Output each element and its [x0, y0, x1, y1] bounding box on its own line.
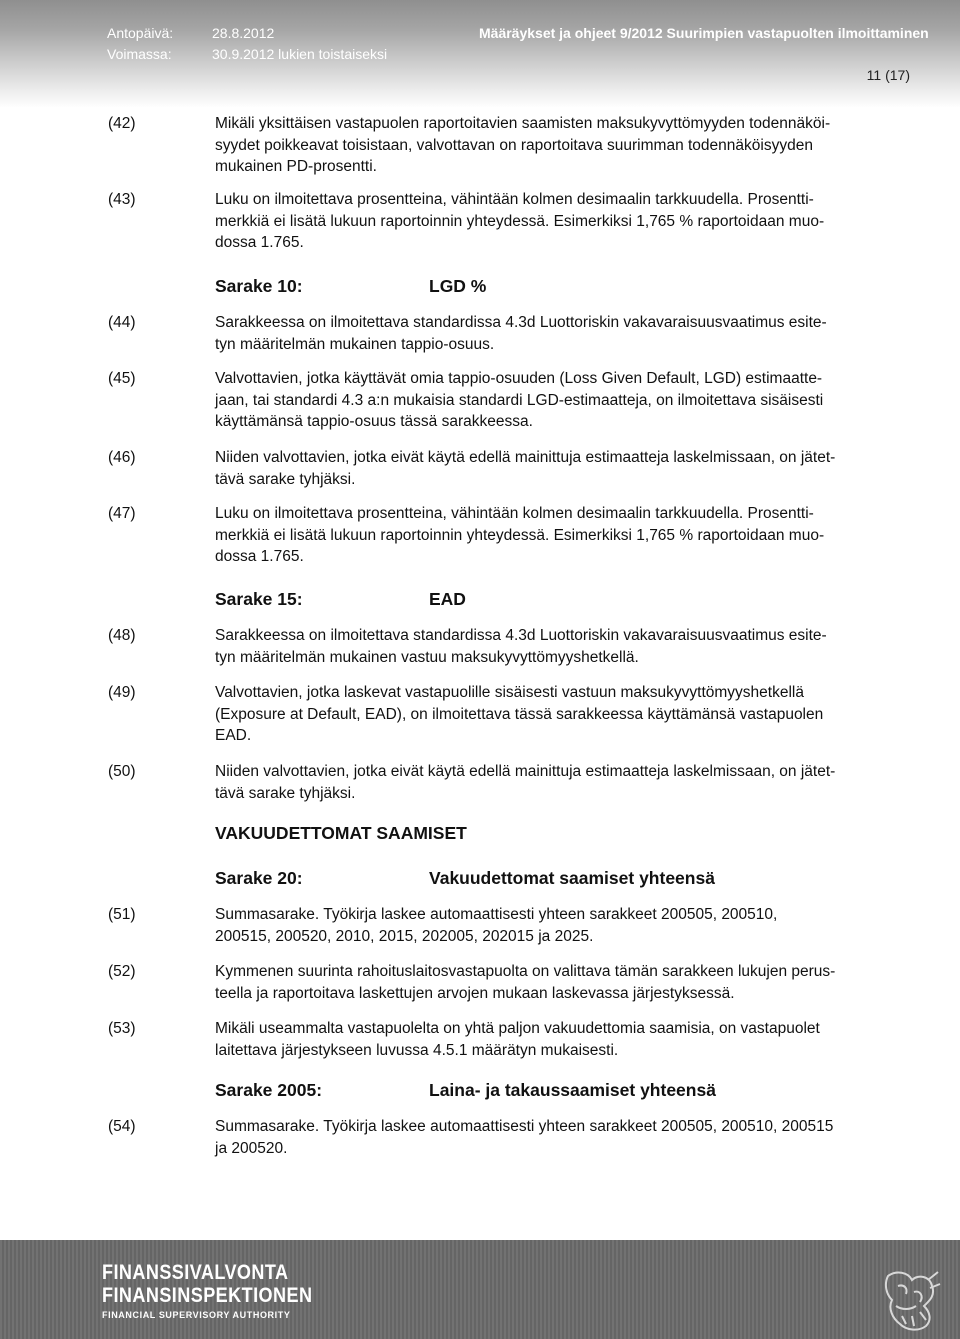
column-20-label: Sarake 20: — [215, 868, 303, 888]
column-10-label: Sarake 10: — [215, 276, 303, 296]
paragraph-text — [215, 625, 905, 668]
text-line: Valvottavien, jotka laskevat vastapuolille sisäisesti vastuun maksukyvyttömyyshetkellä — [215, 684, 804, 701]
paragraph-number: (53) — [108, 1020, 136, 1037]
text-line: jaan, tai standardi 4.3 a:n mukaisia standardi LGD-estimaatteja, on ilmoitettava sisäisesti — [215, 391, 824, 409]
document-title: Määräykset ja ohjeet 9/2012 Suurimpien vastapuolten ilmoittaminen — [479, 25, 929, 41]
column-2005-title: Laina- ja takaussaamiset yhteensä — [429, 1080, 716, 1100]
text-line: Summasarake. Työkirja laskee automaattisesti yhteen sarakkeet 200505, 200510, 200515 — [215, 1118, 834, 1135]
text-line: tyn määritelmän mukainen tappio-osuus. — [215, 335, 495, 353]
paragraph-text — [215, 1116, 905, 1159]
text-line: syydet poikkeavat toisistaan, valvottavan on raportoitava suurimman todennäköisyyden — [215, 136, 813, 154]
text-line: dossa 1.765. — [215, 234, 304, 251]
published-date: 28.8.2012 — [212, 25, 275, 41]
paragraph-text — [215, 312, 905, 355]
paragraph-text — [215, 368, 905, 433]
column-15-label: Sarake 15: — [215, 589, 303, 609]
logo-text-english: FINANCIAL SUPERVISORY AUTHORITY — [102, 1310, 291, 1320]
text-line: tyn määritelmän mukainen vastuu maksukyvyttömyyshetkellä. — [215, 648, 639, 666]
page-footer — [0, 1240, 960, 1339]
text-line: merkkiä ei lisätä lukuun raportoinnin yhteydessä. Esimerkiksi 1,765 % raportoidaan muo- — [215, 526, 825, 544]
paragraph-text — [215, 503, 905, 568]
text-line: Niiden valvottavien, jotka eivät käytä edellä mainittuja estimaatteja laskelmissaan, on jätet- — [215, 449, 836, 466]
paragraph-text — [215, 447, 905, 490]
text-line: tävä sarake tyhjäksi. — [215, 784, 356, 802]
text-line: Sarakkeessa on ilmoitettava standardissa 4.3d Luottoriskin vakavaraisuusvaatimus esite- — [215, 627, 827, 644]
text-line: mukainen PD-prosentti. — [215, 158, 377, 175]
published-label: Antopäivä: — [107, 25, 174, 41]
paragraph-number: (44) — [108, 314, 136, 331]
text-line: Kymmenen suurinta rahoituslaitosvastapuolta on valittava tämän sarakkeen lukujen perus- — [215, 963, 836, 980]
text-line: tävä sarake tyhjäksi. — [215, 470, 356, 488]
paragraph-text — [215, 904, 905, 947]
column-15-title: EAD — [429, 589, 466, 609]
paragraph-number: (52) — [108, 963, 136, 980]
text-line: ja 200520. — [215, 1139, 288, 1157]
paragraph-number: (46) — [108, 449, 136, 466]
text-line: Valvottavien, jotka käyttävät omia tappio-osuuden (Loss Given Default, LGD) estimaatte- — [215, 370, 823, 387]
text-line: EAD. — [215, 727, 252, 744]
paragraph-number: (47) — [108, 505, 136, 522]
text-line: käyttämänsä tappio-osuus tässä sarakkeessa. — [215, 413, 533, 430]
paragraph-text — [215, 1018, 905, 1061]
text-line: Mikäli yksittäisen vastapuolen raportoitavien saamisten maksukyvyttömyyden todennäköi- — [215, 115, 831, 132]
paragraph-text — [215, 761, 905, 804]
column-20-title: Vakuudettomat saamiset yhteensä — [429, 868, 715, 888]
paragraph-text — [215, 682, 905, 747]
paragraph-text — [215, 961, 905, 1004]
text-line: (Exposure at Default, EAD), on ilmoitettava tässä sarakkeessa käyttämänsä vastapuolen — [215, 705, 824, 723]
text-line: Luku on ilmoitettava prosentteina, vähintään kolmen desimaalin tarkkuudella. Prosentti- — [215, 505, 814, 522]
text-line: Luku on ilmoitettava prosentteina, vähintään kolmen desimaalin tarkkuudella. Prosentti- — [215, 191, 814, 208]
logo-text-finnish: FINANSSIVALVONTA — [102, 1261, 289, 1284]
text-line: Niiden valvottavien, jotka eivät käytä edellä mainittuja estimaatteja laskelmissaan, on jätet- — [215, 763, 836, 780]
paragraph-number: (48) — [108, 627, 136, 644]
valid-label: Voimassa: — [107, 46, 172, 62]
text-line: dossa 1.765. — [215, 548, 304, 565]
logo-text-swedish: FINANSINSPEKTIONEN — [102, 1284, 313, 1307]
paragraph-number: (43) — [108, 191, 136, 208]
text-line: merkkiä ei lisätä lukuun raportoinnin yhteydessä. Esimerkiksi 1,765 % raportoidaan muo- — [215, 212, 825, 230]
text-line: Summasarake. Työkirja laskee automaattisesti yhteen sarakkeet 200505, 200510, — [215, 906, 778, 923]
paragraph-number: (50) — [108, 763, 136, 780]
paragraph-number: (42) — [108, 115, 136, 132]
paragraph-text — [215, 113, 905, 178]
paragraph-number: (54) — [108, 1118, 136, 1135]
lion-emblem-icon — [878, 1262, 944, 1334]
column-10-title: LGD % — [429, 276, 487, 296]
paragraph-number: (51) — [108, 906, 136, 923]
paragraph-text — [215, 189, 905, 254]
column-2005-label: Sarake 2005: — [215, 1080, 323, 1100]
text-line: teella ja raportoitava laskettujen arvojen mukaan laskevassa järjestyksessä. — [215, 984, 735, 1002]
paragraph-number: (49) — [108, 684, 136, 701]
text-line: laitettava järjestykseen luvussa 4.5.1 määrätyn mukaisesti. — [215, 1041, 619, 1059]
section-title: VAKUUDETTOMAT SAAMISET — [215, 823, 467, 843]
page-number: 11 (17) — [866, 67, 910, 83]
page-header — [0, 0, 960, 108]
paragraph-number: (45) — [108, 370, 136, 387]
text-line: Sarakkeessa on ilmoitettava standardissa 4.3d Luottoriskin vakavaraisuusvaatimus esite- — [215, 314, 827, 331]
valid-value: 30.9.2012 lukien toistaiseksi — [212, 46, 388, 62]
text-line: Mikäli useammalta vastapuolelta on yhtä paljon vakuudettomia saamisia, on vastapuolet — [215, 1020, 820, 1037]
text-line: 200515, 200520, 2010, 2015, 202005, 202015 ja 2025. — [215, 927, 594, 945]
